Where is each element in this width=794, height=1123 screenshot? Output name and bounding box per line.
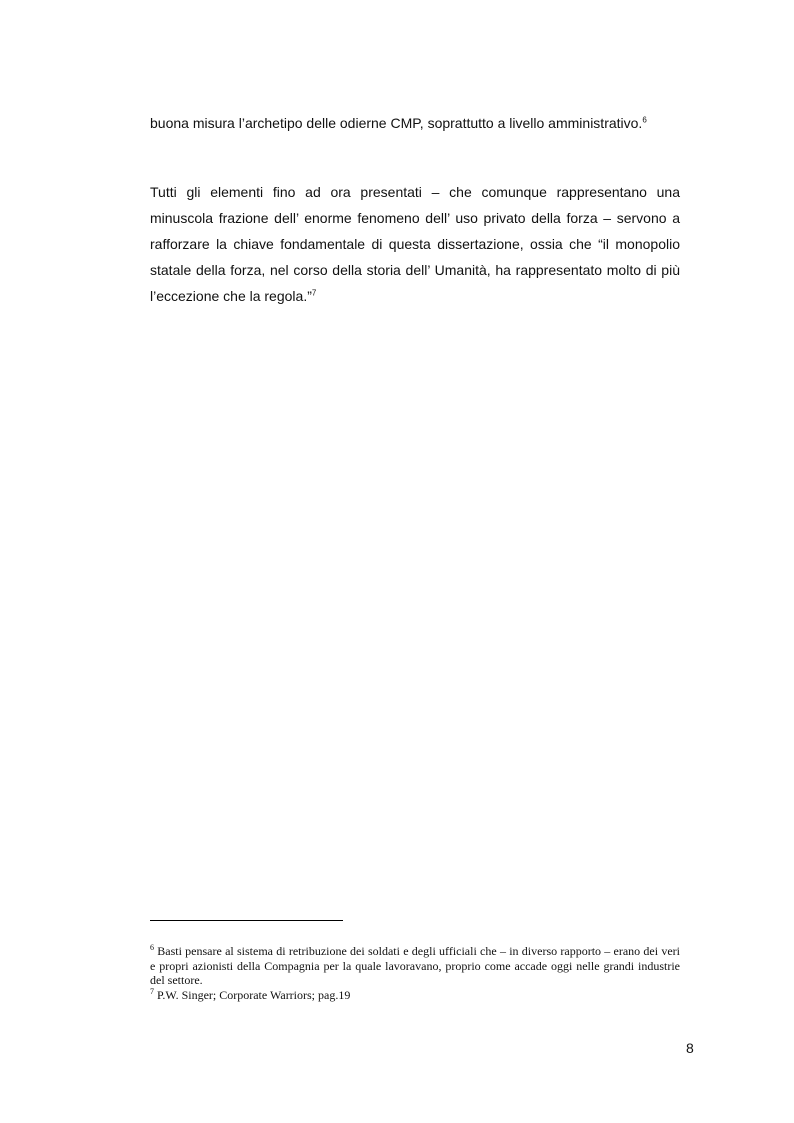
paragraph-2-text: Tutti gli elementi fino ad ora presentati – che comunque rappresentano una minuscola frazione dell’ enorme fenomeno dell’ uso privato della forza – servono a rafforzare la chiave fondamentale di questa dissertazione, ossia che “il monopolio statale della forza, nel corso della storia dell’ Umanità, ha rappresentato molto di più l’eccezione che la regola.”	[150, 184, 680, 304]
footnotes	[150, 944, 680, 1002]
footnote-6	[150, 944, 680, 988]
paragraph-1	[150, 110, 680, 136]
footnote-text: P.W. Singer; Corporate Warriors; pag.19	[157, 987, 351, 1002]
paragraph-2	[150, 179, 680, 309]
page-number: 8	[686, 1040, 694, 1056]
paragraph-1-text: buona misura l’archetipo delle odierne CMP, soprattutto a livello amministrativo.	[150, 115, 643, 131]
footnote-number: 7	[150, 986, 154, 996]
footnote-number: 6	[150, 943, 154, 952]
footnote-separator	[150, 920, 343, 921]
footnote-text: Basti pensare al sistema di retribuzione dei soldati e degli ufficiali che – in diverso rapporto – erano dei veri e propri azionisti della Compagnia per la quale lavoravano, proprio come accade oggi nelle grandi industrie del settore.	[150, 944, 681, 987]
footnote-ref-6: 6	[642, 115, 647, 125]
footnote-ref-7: 7	[311, 288, 317, 298]
footnote-7	[150, 988, 680, 1003]
